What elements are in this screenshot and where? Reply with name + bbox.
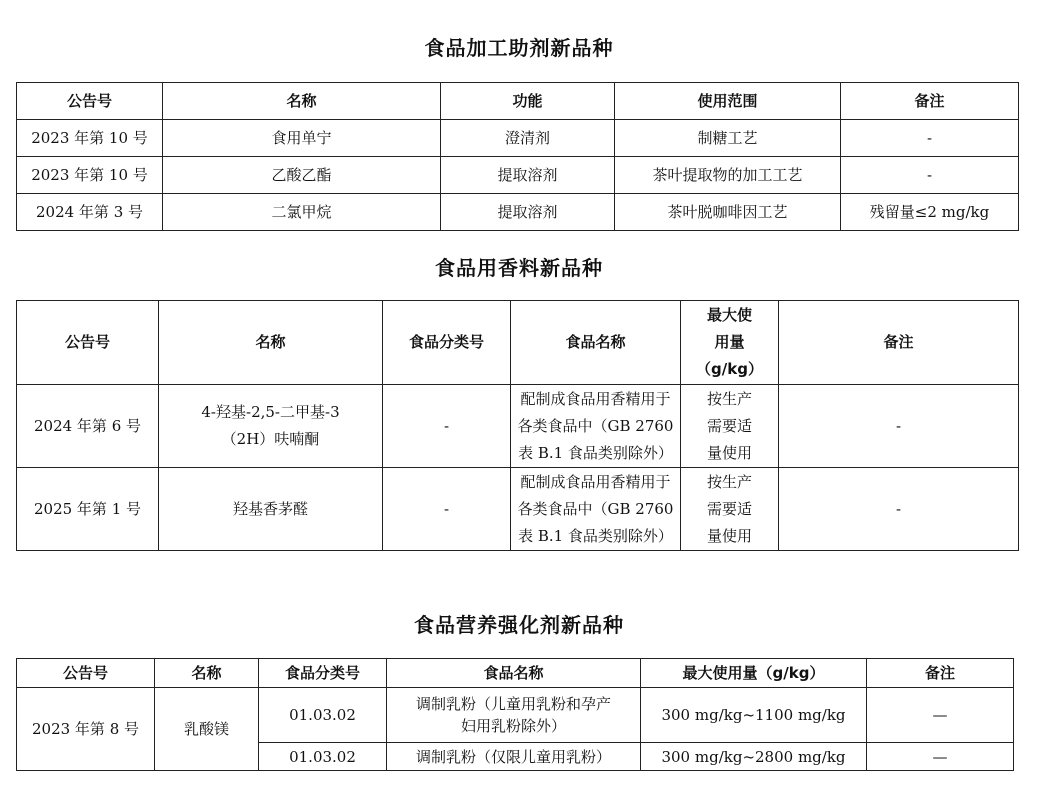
cell-announcement: 2023 年第 10 号 [17, 120, 163, 157]
cell-category-no: - [383, 385, 511, 468]
header-food-name: 食品名称 [511, 301, 681, 385]
cell-remark: - [841, 120, 1019, 157]
cell-food-name-line: 表 B.1 食品类别除外） [518, 526, 673, 545]
table-row [17, 194, 1019, 231]
cell-scope: 制糖工艺 [615, 120, 841, 157]
header-max-use: 最大使用量（g/kg） [641, 659, 867, 688]
cell-max-use: 300 mg/kg~1100 mg/kg [641, 688, 867, 743]
cell-remark: - [779, 468, 1019, 551]
cell-announcement: 2023 年第 8 号 [17, 688, 155, 771]
cell-remark: — [867, 743, 1014, 771]
cell-max-use: 300 mg/kg~2800 mg/kg [641, 743, 867, 771]
header-function: 功能 [441, 83, 615, 120]
header-remark: 备注 [867, 659, 1014, 688]
table-header-row [17, 659, 1014, 688]
cell-remark: 残留量≤2 mg/kg [841, 194, 1019, 231]
cell-announcement: 2024 年第 3 号 [17, 194, 163, 231]
cell-name: 二氯甲烷 [163, 194, 441, 231]
header-scope: 使用范围 [615, 83, 841, 120]
header-max-use-line: 最大使 [706, 306, 752, 324]
header-name: 名称 [163, 83, 441, 120]
cell-function: 澄清剂 [441, 120, 615, 157]
cell-food-name-line: 各类食品中（GB 2760 [517, 416, 674, 435]
cell-remark: - [841, 157, 1019, 194]
cell-max-use-line: 量使用 [706, 526, 752, 545]
cell-max-use-line: 需要适 [706, 416, 752, 435]
cell-category-no: - [383, 468, 511, 551]
cell-remark: - [779, 385, 1019, 468]
header-name: 名称 [155, 659, 259, 688]
table-row [17, 385, 1019, 468]
cell-food-name-line: 各类食品中（GB 2760 [517, 499, 674, 518]
table-header-row [17, 301, 1019, 385]
cell-food-name-line: 配制成食品用香精用于 [520, 472, 671, 491]
header-category-no: 食品分类号 [383, 301, 511, 385]
cell-name-line: （2H）呋喃酮 [221, 430, 320, 448]
cell-name-line: 羟基香茅醛 [232, 499, 308, 518]
table-row [17, 120, 1019, 157]
cell-max-use-line: 按生产 [706, 472, 752, 491]
table-row [17, 468, 1019, 551]
cell-max-use [681, 385, 779, 468]
cell-food-name-line: 妇用乳粉除外） [460, 717, 566, 735]
cell-remark: — [867, 688, 1014, 743]
cell-announcement: 2024 年第 6 号 [17, 385, 159, 468]
header-food-name: 食品名称 [387, 659, 641, 688]
header-name: 名称 [159, 301, 383, 385]
cell-announcement: 2025 年第 1 号 [17, 468, 159, 551]
flavorings-table [16, 300, 1019, 551]
table-header-row [17, 83, 1019, 120]
header-max-use [681, 301, 779, 385]
cell-food-name [387, 743, 641, 771]
cell-name: 食用单宁 [163, 120, 441, 157]
cell-food-name [511, 385, 681, 468]
cell-max-use-line: 需要适 [706, 499, 752, 518]
cell-max-use-line: 按生产 [706, 389, 752, 408]
cell-function: 提取溶剂 [441, 194, 615, 231]
section3-title: 食品营养强化剂新品种 [414, 613, 624, 637]
cell-category-no: 01.03.02 [259, 688, 387, 743]
cell-food-name [511, 468, 681, 551]
cell-food-name-line: 调制乳粉（儿童用乳粉和孕产 [415, 695, 611, 713]
cell-food-name-line: 表 B.1 食品类别除外） [518, 443, 673, 462]
cell-function: 提取溶剂 [441, 157, 615, 194]
nutrition-fortifiers-table [16, 658, 1014, 771]
cell-scope: 茶叶提取物的加工工艺 [615, 157, 841, 194]
cell-announcement: 2023 年第 10 号 [17, 157, 163, 194]
header-announcement: 公告号 [17, 83, 163, 120]
section2-title: 食品用香料新品种 [435, 256, 603, 280]
cell-name: 乙酸乙酯 [163, 157, 441, 194]
processing-aids-table [16, 82, 1019, 231]
cell-max-use-line: 量使用 [706, 443, 752, 462]
cell-scope: 茶叶脱咖啡因工艺 [615, 194, 841, 231]
header-remark: 备注 [779, 301, 1019, 385]
cell-category-no: 01.03.02 [259, 743, 387, 771]
cell-name [159, 468, 383, 551]
header-max-use-line: （g/kg） [696, 360, 763, 378]
cell-max-use [681, 468, 779, 551]
cell-food-name-line: 调制乳粉（仅限儿童用乳粉） [415, 747, 611, 766]
cell-name [159, 385, 383, 468]
cell-name: 乳酸镁 [155, 688, 259, 771]
cell-food-name-line: 配制成食品用香精用于 [520, 389, 671, 408]
header-announcement: 公告号 [17, 659, 155, 688]
header-category-no: 食品分类号 [259, 659, 387, 688]
header-announcement: 公告号 [17, 301, 159, 385]
header-remark: 备注 [841, 83, 1019, 120]
table-row [17, 157, 1019, 194]
section1-title: 食品加工助剂新品种 [424, 36, 614, 60]
table-row [17, 688, 1014, 743]
cell-name-line: 4-羟基-2,5-二甲基-3 [201, 403, 340, 421]
cell-food-name [387, 688, 641, 743]
header-max-use-line: 用量 [714, 333, 745, 351]
